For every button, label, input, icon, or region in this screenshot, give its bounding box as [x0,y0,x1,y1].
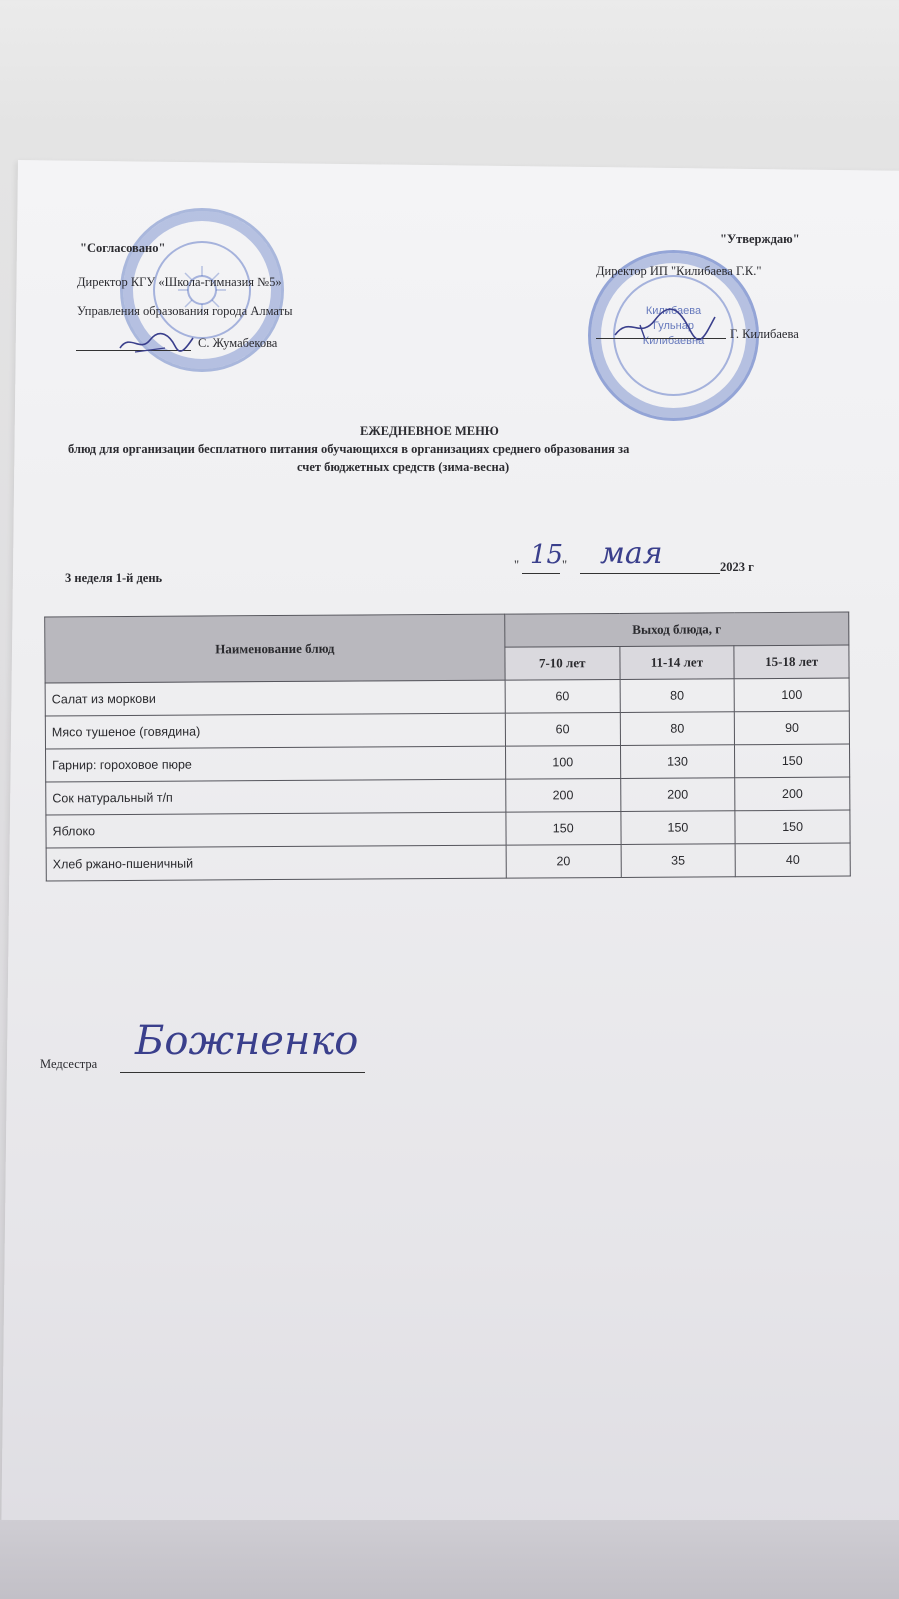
dish-name: Сок натуральный т/п [46,779,506,815]
portion-7-10: 20 [506,844,621,878]
nurse-label: Медсестра [40,1057,98,1071]
date-day-line [522,573,560,574]
dish-name: Мясо тушеное (говядина) [45,713,505,749]
stamp-text-3: Килибаевна [642,335,705,347]
table-row [46,744,850,782]
portion-15-18: 200 [735,777,850,811]
date-month-line [580,573,720,574]
week-day-label: 3 неделя 1-й день [65,571,163,585]
table-row [46,777,850,815]
approval-right-heading: "Утверждаю" [720,232,800,246]
date-day: 15 [530,540,564,570]
date-quote-open: " [514,558,520,572]
background-surface [0,1520,899,1599]
portion-11-14: 200 [620,778,735,812]
portion-7-10: 200 [506,778,621,812]
date-year: 2023 г [720,560,754,574]
table-row [45,678,849,716]
nurse-signature-line [120,1072,365,1073]
dish-name: Салат из моркови [45,680,505,716]
portion-7-10: 150 [506,811,621,845]
signature-left [115,328,195,358]
stamp-text-1: Килибаева [645,305,702,317]
header-dish-name: Наименование блюд [45,614,505,683]
table-row [46,810,850,848]
document-subtitle-2: счет бюджетных средств (зима-весна) [297,460,510,474]
approval-right-signatory: Г. Килибаева [730,327,799,341]
portion-15-18: 150 [735,744,850,778]
date-quote-close: " [562,558,568,572]
dish-name: Яблоко [46,812,506,848]
portion-15-18: 40 [735,843,850,877]
approval-left-line2: Управления образования города Алматы [77,304,293,318]
menu-table [44,612,851,882]
approval-left-line1: Директор КГУ «Школа-гимназия №5» [77,275,282,289]
portion-7-10: 60 [505,712,620,746]
document-subtitle-1: блюд для организации бесплатного питания обучающихся в организациях среднего образования за [68,442,630,456]
portion-11-14: 35 [621,844,736,878]
document-title: ЕЖЕДНЕВНОЕ МЕНЮ [360,424,499,438]
portion-11-14: 80 [620,679,735,713]
signature-right [610,305,720,345]
approval-right-line1: Директор ИП "Килибаева Г.К." [596,264,762,278]
dish-name: Хлеб ржано-пшеничный [46,845,506,881]
approval-left-heading: "Согласовано" [80,241,166,255]
portion-7-10: 100 [505,745,620,779]
portion-11-14: 130 [620,745,735,779]
portion-15-18: 90 [735,711,850,745]
portion-15-18: 100 [734,678,849,712]
portion-11-14: 150 [620,811,735,845]
table-row [46,843,850,881]
header-age-11-14: 11-14 лет [619,646,734,680]
header-age-15-18: 15-18 лет [734,645,849,679]
portion-11-14: 80 [620,712,735,746]
approval-left-signatory: С. Жумабекова [198,336,278,350]
dish-name: Гарнир: гороховое пюре [46,746,506,782]
nurse-signature: Божненко [135,1018,359,1064]
header-age-7-10: 7-10 лет [505,646,620,680]
portion-15-18: 150 [735,810,850,844]
portion-7-10: 60 [505,679,620,713]
table-row [45,711,849,749]
date-month: мая [600,536,663,571]
stamp-text-2: Гульнар [653,320,694,332]
header-portion: Выход блюда, г [505,612,849,647]
